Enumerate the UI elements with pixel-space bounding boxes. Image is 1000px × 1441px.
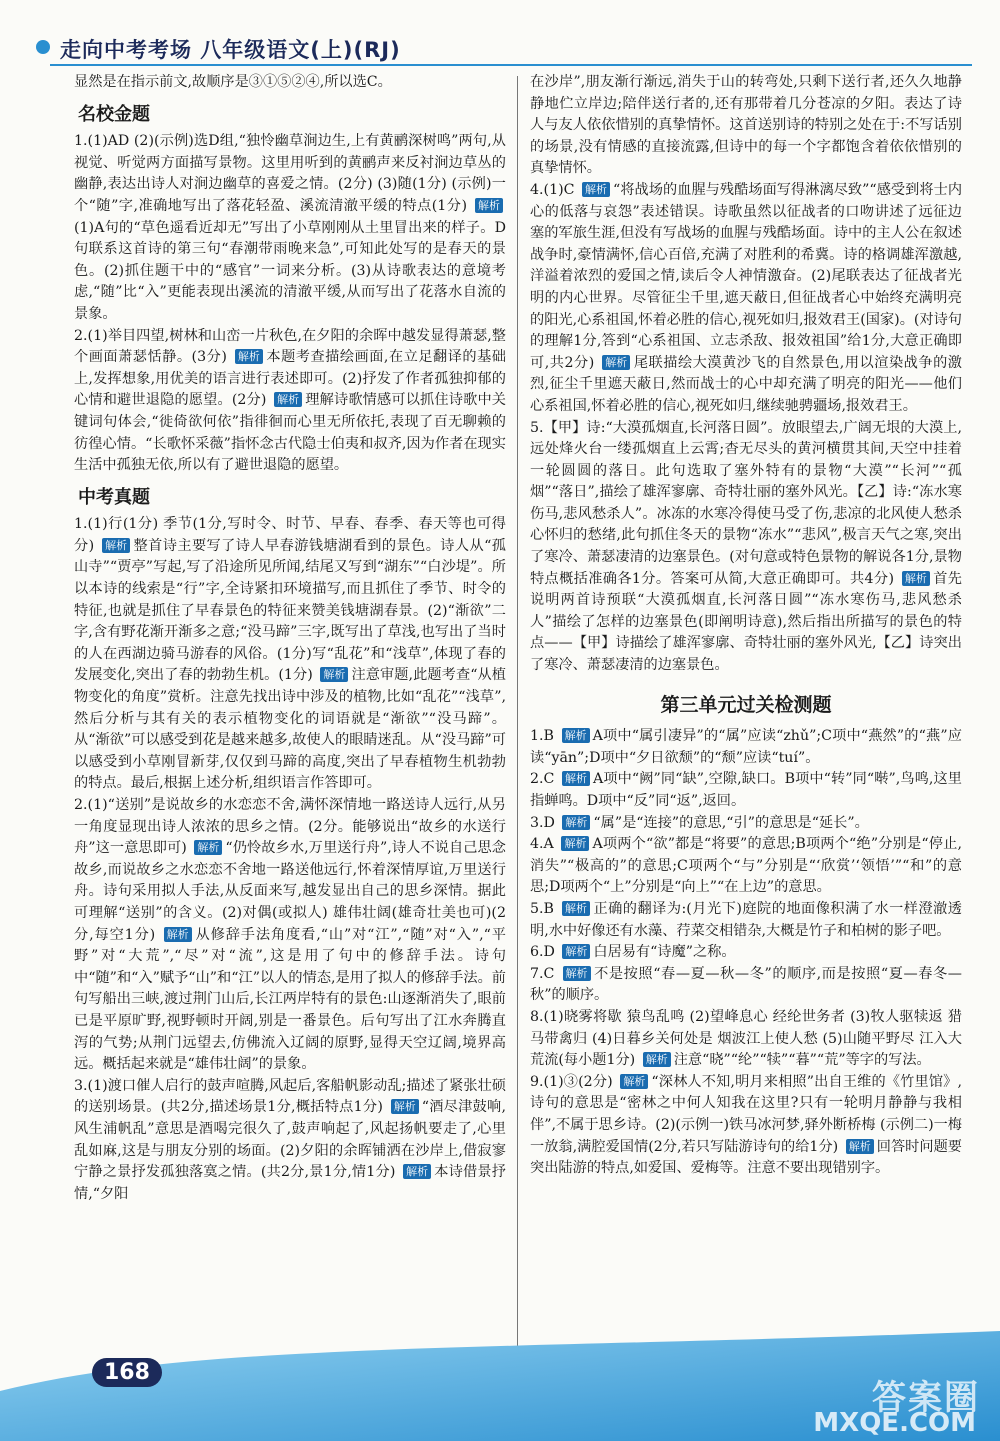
answer-item: 8.(1)晓雾将歇 猿鸟乱鸣 (2)望峰息心 经纶世务者 (3)牧人驱犊返 猎马带禽归 (4)日暮乡关何处是 烟波江上使人愁 (5)山随平野尽 江入大荒流(每小题1分) 解析 注意“晓”“纶”“犊”“暮”“荒”等字的写法。 <box>530 1008 962 1069</box>
analysis-tag: 解析 <box>561 836 589 851</box>
page-number: 168 <box>92 1358 162 1387</box>
analysis-tag: 解析 <box>194 840 222 855</box>
analysis-tag: 解析 <box>643 1052 671 1067</box>
analysis-tag: 解析 <box>620 1074 648 1089</box>
analysis-tag: 解析 <box>274 392 302 407</box>
analysis-tag: 解析 <box>846 1139 874 1154</box>
answer-item: 1.(1)AD (2)(示例)选D组,“独怜幽草涧边生,上有黄鹂深树鸣”两句,从视觉、听觉两方面描写景物。这里用听到的黄鹂声来反衬涧边草丛的幽静,表达出诗人对涧边幽草的喜爱之情。(2分) (3)随(1分) (示例)一个“随”字,准确地写出了落花轻盈、溪流清澈平缓的特点(1分) 解析(1)A句的“草色遥看近却无”写出了小草刚刚从土里冒出来的样子。D句联系这首诗的第三句“春潮带雨晚来急”,可知此处写的是春天的景色。(2)抓住题干中的“感官”一词来分析。(3)从诗歌表达的意境考虑,“随”比“入”更能表现出溪流的清澈平缓,从而写出了花落水自流的景象。 <box>74 133 506 322</box>
answer-item: 2.(1)举目四望,树林和山峦一片秋色,在夕阳的余晖中越发显得萧瑟,整个画面萧瑟恬静。(3分) 解析 本题考查描绘画面,在立足翻译的基础上,发挥想象,用优美的语言进行表述即可。(2)抒发了作者孤独抑郁的心情和避世退隐的愿望。(2分) 解析 理解诗歌情感可以抓住诗歌中关键词句体会,“徙倚欲何依”指徘徊而心里无所依托,表现了百无聊赖的彷徨心情。“长歌怀采薇”指怀念古代隐士伯夷和叔齐,因为作者在现实生活中孤独无依,所以有了避世退隐的愿望。 <box>74 327 506 474</box>
section-heading-famous-schools: 名校金题 <box>78 103 150 125</box>
answer-item: 7.C 解析 不是按照“春—夏—秋—冬”的顺序,而是按照“夏—春冬—秋”的顺序。 <box>530 965 962 1004</box>
section-heading-unit-test: 第三单元过关检测题 <box>660 693 832 716</box>
analysis-tag: 解析 <box>391 1099 419 1114</box>
analysis-tag: 解析 <box>902 571 930 586</box>
answer-item: 2.C 解析 A项中“阙”同“缺”,空隙,缺口。B项中“转”同“啭”,鸟鸣,这里指蝉鸣。D项中“反”同“返”,返回。 <box>530 771 962 809</box>
bullet-dot-icon <box>36 40 50 54</box>
analysis-tag: 解析 <box>562 815 590 830</box>
analysis-tag: 解析 <box>562 901 590 916</box>
watermark-logo: 答案圈 <box>872 1378 980 1418</box>
continued-text: 在沙岸”,朋友渐行渐远,消失于山的转弯处,只剩下送行者,还久久地静静地伫立岸边;陪伴送行者的,还有那带着几分苍凉的夕阳。表达了诗人与友人依依惜别的真挚情怀。这首送别诗的特别之处在于:不写话别的场景,没有情感的直接流露,但诗中的每一个字都饱含着依依惜别的真挚情怀。 <box>530 74 962 177</box>
answer-item: 1.B 解析 A项中“属引凄异”的“属”应读“zhǔ”;C项中“燕然”的“燕”应读“yān”;D项中“夕日欲颓”的“颓”应读“tuí”。 <box>530 728 962 766</box>
left-column <box>74 72 506 1205</box>
analysis-tag: 解析 <box>562 728 590 743</box>
analysis-tag: 解析 <box>403 1164 431 1179</box>
answer-item: 3.D 解析 “属”是“连接”的意思,“引”的意思是“延长”。 <box>530 814 869 831</box>
watermark-url: MXQE.COM <box>813 1408 976 1438</box>
answer-item: 6.D 解析 白居易有“诗魔”之称。 <box>530 944 736 961</box>
answer-item: 3.(1)渡口催人启行的鼓声喧腾,风起后,客船帆影动乱;描述了紧张壮硕的送别场景。(共2分,描述场景1分,概括特点1分) 解析 “酒尽津鼓响,风生浦帆乱”意思是酒喝完很久了,鼓声响起了,风起扬帆要走了,心里乱如麻,这是与朋友分别的场面。(2)夕阳的余晖铺洒在沙岸上,借寂寥宁静之景抒发孤独落寞之情。(共2分,景1分,情1分) 解析 本诗借景抒情,“夕阳 <box>74 1077 506 1202</box>
column-divider <box>517 76 518 1376</box>
analysis-tag: 解析 <box>562 771 590 786</box>
analysis-tag: 解析 <box>602 355 630 370</box>
analysis-tag: 解析 <box>475 198 503 213</box>
answer-item: 5.【甲】诗:“大漠孤烟直,长河落日圆”。放眼望去,广阔无垠的大漠上,远处烽火台一缕孤烟直上云霄;杳无尽头的黄河横贯其间,天空中挂着一轮圆圆的落日。此句选取了塞外特有的景物“大漠”“长河”“孤烟”“落日”,描绘了雄浑寥廓、奇特壮丽的塞外风光。【乙】诗:“冻水寒伤马,悲风愁杀人”。冰冻的水寒冷得使马受了伤,悲凉的北风使人愁杀心怀归的愁绪,此句抓住冬天的景物“冻水”“悲风”,极言天气之寒,突出了寒冷、萧瑟凄清的边塞景色。(对句意或特色景物的解说各1分,景物特点概括准确各1分。答案可从简,大意正确即可。共4分) 解析 首先说明两首诗预联“大漠孤烟直,长河落日圆”“冻水寒伤马,悲风愁杀人”描绘了怎样的边塞景色(即阐明诗意),然后指出所描写的景色的特点——【甲】诗描绘了雄浑寥廓、奇特壮丽的塞外风光,【乙】诗突出了寒冷、萧瑟凄清的边塞景色。 <box>530 419 962 674</box>
analysis-tag: 解析 <box>164 927 192 942</box>
answer-item: 4.(1)C 解析 “将战场的血腥与残酷场面写得淋漓尽致”“感受到将士内心的低落与哀怨”表述错误。诗歌虽然以征战者的口吻讲述了远征边塞的军旅生涯,但没有写战场的血腥与残酷场面。诗中的主人公在叙述战争时,豪情满怀,信心百倍,充满了对胜利的希冀。诗的格调雄浑激越,洋溢着浓烈的爱国之情,读后令人神情激奋。(2)尾联表达了征战者光明的内心世界。尽管征尘千里,遮天蔽日,但征战者心中始终充满明亮的阳光,心系祖国,怀着必胜的信心,视死如归,报效君王(国家)。(对诗句的理解1分,答到“心系祖国、立志杀敌、报效祖国”给1分,大意正确即可,共2分) 解析 尾联描绘大漠黄沙飞的自然景色,用以渲染战争的激烈,征尘千里遮天蔽日,然而战士的心中却充满了明亮的阳光——他们心系祖国,怀着必胜的信心,视死如归,继续驰骋疆场,报效君王。 <box>530 181 963 414</box>
analysis-tag: 解析 <box>562 944 590 959</box>
analysis-tag: 解析 <box>563 966 591 981</box>
answer-item: 4.A 解析 A项两个“欲”都是“将要”的意思;B项两个“绝”分别是“停止,消失”“极高的”的意思;C项两个“与”分别是“‘欣赏’‘领悟’”“和”的意思;D项两个“上”分别是“向上”“在上边”的意思。 <box>530 836 962 896</box>
page-header <box>0 0 1000 70</box>
analysis-tag: 解析 <box>235 349 263 364</box>
answer-item: 9.(1)③(2分) 解析 “深林人不知,明月来相照”出自王维的《竹里馆》,诗句的意思是“密林之中何人知我在这里?只有一轮明月静静与我相伴”,不属于思乡诗。(2)(示例一)铁马冰河梦,驿外断桥梅 (示例二)一梅一放翁,满腔爱国情(2分,若只写陆游诗句的给1分) 解析 回答时问题要突出陆游的特点,如爱国、爱梅等。注意不要出现错别字。 <box>530 1073 962 1177</box>
answer-item: 5.B 解析 正确的翻译为:(月光下)庭院的地面像积满了水一样澄澈透明,水中好像还有水藻、荇菜交相错杂,大概是竹子和柏树的影子吧。 <box>530 900 962 939</box>
section-heading-exam-questions: 中考真题 <box>78 486 150 508</box>
analysis-tag: 解析 <box>582 182 610 197</box>
answer-item: 1.(1)行(1分) 季节(1分,写时令、时节、早春、春季、春天等也可得分) 解析 整首诗主要写了诗人早春游钱塘湖看到的景色。诗人从“孤山寺”“贾亭”写起,写了沿途所见所闻,结尾又写到“湖东”“白沙堤”。所以本诗的线索是“行”字,全诗紧扣环境描写,而且抓住了季节、时令的特征,也就是抓住了早春景色的特征来赞美钱塘湖春景。(2)“渐欲”二字,含有野花渐开渐多之意;“没马蹄”三字,既写出了草浅,也写出了当时的人在西湖边骑马游春的风俗。(1分)写“乱花”和“浅草”,体现了春的发展变化,突出了春的勃勃生机。(1分) 解析 注意审题,此题考查“从植物变化的角度”赏析。注意先找出诗中涉及的植物,比如“乱花”“浅草”,然后分析与其有关的表示植物变化的词语就是“渐欲”“没马蹄”。从“渐欲”可以感受到花是越来越多,故使人的眼睛迷乱。从“没马蹄”可以感受到小草刚冒新芽,仅仅到马蹄的高度,突出了早春植物生机勃勃的特点。最后,根据上述分析,组织语言作答即可。 <box>74 516 506 792</box>
intro-text: 显然是在指示前文,故顺序是③①⑤②④,所以选C。 <box>74 74 392 90</box>
book-title: 走向中考考场 八年级语文(上)(RJ) <box>60 38 401 62</box>
analysis-tag: 解析 <box>320 667 348 682</box>
analysis-tag: 解析 <box>102 538 130 553</box>
answer-item: 2.(1)“送别”是说故乡的水恋恋不舍,满怀深情地一路送诗人远行,从另一角度显现出诗人浓浓的思乡之情。(2分。能够说出“故乡的水送行舟”这一意思即可) 解析 “仍怜故乡水,万里送行舟”,诗人不说自己思念故乡,而说故乡之水恋恋不舍地一路送他远行,怀着深情厚谊,万里送行舟。诗句采用拟人手法,从反面来写,越发显出自己的思乡深情。据此可理解“送别”的含义。(2)对偶(或拟人) 雄伟壮阔(雄奇壮美也可)(2分,每空1分) 解析 从修辞手法角度看,“山”对“江”,“随”对“入”,“平野”对“大荒”,“尽”对“流”,这是用了句中的修辞手法。诗句中“随”和“入”赋予“山”和“江”以人的情态,是用了拟人的修辞手法。前句写船出三峡,渡过荆门山后,长江两岸特有的景色:山逐渐消失了,眼前已是平原旷野,视野顿时开阔,别是一番景色。后句写出了江水奔腾直泻的气势;从荆门远望去,仿佛流入辽阔的原野,显得天空辽阔,境界高远。概括起来就是“雄伟壮阔”的景象。 <box>74 797 506 1073</box>
header-rule <box>50 64 972 66</box>
right-column <box>530 72 962 1180</box>
